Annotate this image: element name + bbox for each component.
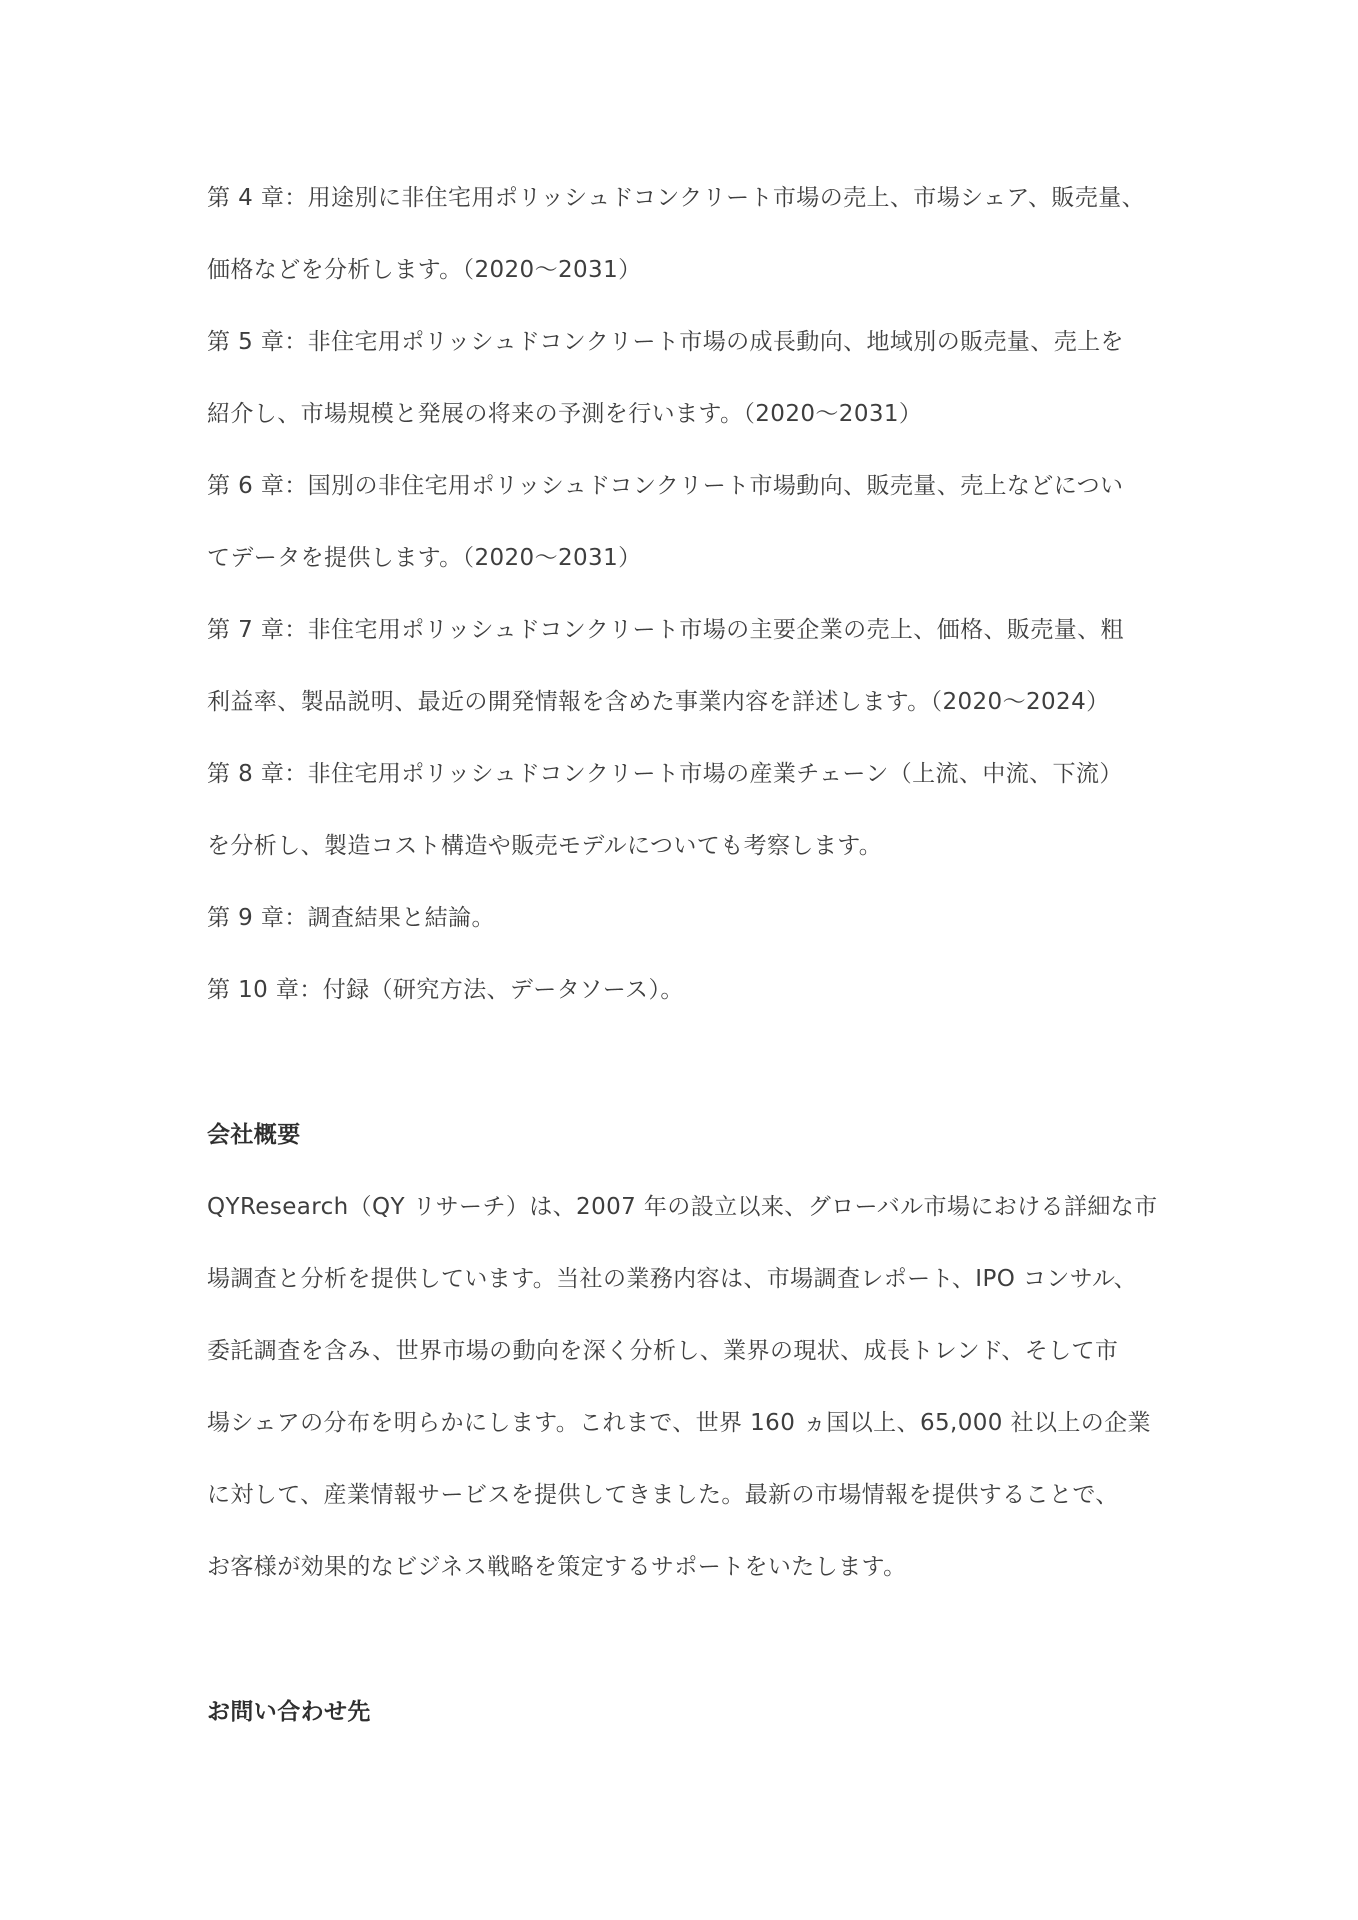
company-line: に対して、産業情報サービスを提供してきました。最新の市場情報を提供することで、 bbox=[207, 1482, 1119, 1508]
company-line: 委託調査を含み、世界市場の動向を深く分析し、業界の現状、成長トレンド、そして市 bbox=[207, 1338, 1119, 1364]
company-line: お客様が効果的なビジネス戦略を策定するサポートをいたします。 bbox=[207, 1554, 907, 1580]
contact-section bbox=[207, 1696, 1167, 1728]
contact-heading: お問い合わせ先 bbox=[207, 1699, 371, 1725]
chapter-line: 利益率、製品説明、最近の開発情報を含めた事業内容を詳述します。（2020～2024） bbox=[207, 689, 1110, 715]
chapter-line: 第 10 章：付録（研究方法、データソース）。 bbox=[207, 977, 684, 1003]
company-line: 場調査と分析を提供しています。当社の業務内容は、市場調査レポート、IPO コンサル、 bbox=[207, 1266, 1137, 1292]
chapter-line: 第 6 章：国別の非住宅用ポリッシュドコンクリート市場動向、販売量、売上などについ bbox=[207, 473, 1124, 499]
chapter-line: を分析し、製造コスト構造や販売モデルについても考察します。 bbox=[207, 833, 883, 859]
company-line: 場シェアの分布を明らかにします。これまで、世界 160 ヵ国以上、65,000 社以上の企業 bbox=[207, 1410, 1151, 1436]
chapter-line: てデータを提供します。（2020～2031） bbox=[207, 545, 642, 571]
chapter-list bbox=[207, 182, 1167, 1006]
chapter-line: 第 7 章：非住宅用ポリッシュドコンクリート市場の主要企業の売上、価格、販売量、粗 bbox=[207, 617, 1124, 643]
company-section bbox=[207, 1119, 1167, 1583]
chapter-line: 第 4 章：用途別に非住宅用ポリッシュドコンクリート市場の売上、市場シェア、販売量、 bbox=[207, 185, 1145, 211]
chapter-line: 紹介し、市場規模と発展の将来の予測を行います。（2020～2031） bbox=[207, 401, 923, 427]
chapter-line: 価格などを分析します。（2020～2031） bbox=[207, 257, 642, 283]
company-line: QYResearch（QY リサーチ）は、2007 年の設立以来、グローバル市場における詳細な市 bbox=[207, 1194, 1158, 1220]
page-content bbox=[207, 182, 1167, 1728]
company-description bbox=[207, 1191, 1167, 1583]
chapter-line: 第 9 章：調査結果と結論。 bbox=[207, 905, 495, 931]
chapter-line: 第 8 章：非住宅用ポリッシュドコンクリート市場の産業チェーン（上流、中流、下流） bbox=[207, 761, 1123, 787]
company-heading: 会社概要 bbox=[207, 1122, 301, 1148]
chapter-line: 第 5 章：非住宅用ポリッシュドコンクリート市場の成長動向、地域別の販売量、売上を bbox=[207, 329, 1124, 355]
